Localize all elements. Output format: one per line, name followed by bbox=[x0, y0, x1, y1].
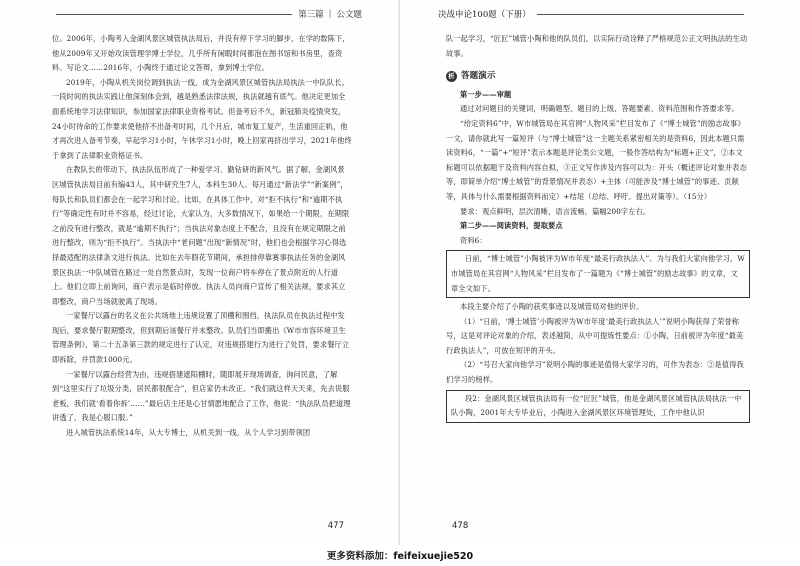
header-rule bbox=[56, 14, 292, 15]
material-box bbox=[446, 250, 750, 298]
step1-title: 第一步——审题 bbox=[460, 89, 512, 99]
left-paragraph: 在教队长的带动下，执法队伍形成了一种爱学习、勤钻研的新风气。据了解，金湖风景区城管执法局目前有编43人，其中研究生7人，本科生30人。每月通过“新法学”“新案例”，每队长和队员们都会在一起学习和讨论。比如，在具体工作中，对“拒不执行”和“逾期不执行”等确定性有时并不容易，经过讨论，大家认为，大多数情况下，如果给一个期限，在期限之前没有进行整改，就是“逾期不执行”；当执法对象态度上不配合，且没有在规定期限之前进行整改，则为“拒不执行”。当执法中“老问题”出现“新情况”时，他们也会根据学习心得选择最适配的法律条文进行执法。比如在去年假花节期间，承担排停靠赛事执法任务的金湖风景区执法一中队城管在路过一处自然景点时，发现一位商户将车停在了景点附近的人行道上。他们立即上前询问，商户表示是临时停放。执法人员向商户宣传了相关法规，要求其立即整改，商户当场就驶离了现场。 bbox=[52, 165, 350, 306]
step2-title: 第二步——阅读资料，提取要点 bbox=[460, 221, 563, 231]
header-book-title: 决战申论100题（下册） bbox=[438, 10, 531, 20]
header-rule bbox=[537, 14, 744, 15]
left-paragraph: 位。2006年，小陶考入金湖风景区城管执法局后，并没有停下学习的脚步，在学的数陈下，他从2009年又开始攻读管理学博士学位，几乎所有闲暇时间都泡在图书馆和书房里，查资料、写论文……2016年，小陶终于通过论文答辩，拿到博士学位。 bbox=[52, 34, 350, 73]
left-page-header bbox=[50, 8, 362, 20]
right-page-header bbox=[438, 8, 750, 20]
answer-demo-icon: 析 bbox=[446, 71, 457, 82]
left-paragraph: 一家餐厅以露台经营为由，违规搭建遮阳棚时，随即展开现场调查，询问民意，了解到“这里实行了垃圾分类，居民都很配合”，但店家仍未改正。“我们就这样天天来，先去说服老板，我们就‘看着你拆’……”最后店主还是心甘情愿地配合了工作，他说：“执法队员把道理讲透了，我是心服口服。” bbox=[52, 369, 351, 423]
header-section: 公文题 bbox=[336, 10, 362, 20]
left-page-number: 477 bbox=[327, 521, 344, 531]
step1-paragraph: 要求：观点鲜明，层次清晰，语言流畅，篇幅200字左右。 bbox=[460, 206, 651, 216]
step1-paragraph: 通过对问题目的关键词，明确题型、题目的上级、答题要素、资料范围和作答要求等。 bbox=[460, 104, 739, 114]
header-chapter: 第三篇 bbox=[298, 10, 324, 20]
left-paragraph: 2019年，小陶从机关岗位调到执法一线，成为金湖风景区城管执法局执法一中队队长。一段时间的执法实践让他深刻体会到，越是熟悉法律法规，执法就越有底气。他决定更加全面系统地学习法律知识，参加国家法律职业资格考试。但备考后不久，新冠肺炎疫情突发，24小时待命的工作要求使他挤不出备考时间，几个月后，城市复工复产，生活重回正轨，他才再次进入备考节奏，早起学习1小时，午休学习1小时，晚上回家再挤出学习，2021年他终于拿到了法律职业资格证书。 bbox=[52, 77, 352, 160]
right-page-number: 478 bbox=[452, 521, 469, 531]
analysis-paragraph: 本段主要介绍了小陶的获奖事迹以及城管局对他的评价。 bbox=[460, 302, 644, 312]
section-title-text: 答题演示 bbox=[461, 71, 496, 82]
analysis-paragraph: 段2：金湖风景区城管执法局有一位“匠匠”城管，他是金湖风景区城管执法局执法一中队小陶，2001年大专毕业后，小陶进入金湖风景区环境管理处，工作中他认识 bbox=[451, 393, 742, 418]
material-label: 资料6： bbox=[460, 235, 487, 245]
intro-paragraph: 队一起学习，“匠匠”城管小陶和他的队员们，以实际行动诠释了严格规范公正文明执法的生动故事。 bbox=[446, 34, 748, 58]
step1-paragraph: “给定资料6”中，W市城管局在其官网“人物风采”栏目发布了《“博士城管”的励志故事》一文，请你就此写一篇短评（与“博士城管”这一主题关系紧密相关的是资料6，因此本题只需读资料6，“一篇”+“短评”表示本题是评论类公文题，一般作答结构为“标题+正文”，②本文标题可以依据题干及资料内容自拟，③正文写作涉及内容可以为：开头（概述评论对象并表态等，即简单介绍“博士城管”的背景情况并表态）+主体（可能涉及“博士城管”的事迹、贡献等，具体与什么需要根据资料而定）+结尾（总结、呼吁、提出对策等）。（15分） bbox=[446, 118, 747, 201]
footer-contact-note: 更多资料添加：feifeixuejie520 bbox=[326, 551, 474, 562]
material-box bbox=[446, 390, 750, 423]
right-page bbox=[400, 0, 800, 545]
left-page-body bbox=[52, 32, 352, 441]
analysis-paragraph: （2）“号召大家向他学习”说明小陶的事迹是值得大家学习的，可作为表态：②是值得我们学习的榜样。 bbox=[446, 360, 744, 385]
material-paragraph: 日前，“博士城管”小陶被评为W市年度“最美行政执法人”。为与我们大家向他学习，W市城管局在其官网“人物风采”栏目发布了一篇题为《“博士城管”的励志故事》的文章，文章全文如下。 bbox=[451, 254, 745, 293]
left-paragraph: 进入城管执法系统14年，从大专博士，从机关到一线，从个人学习到带领团 bbox=[66, 428, 311, 438]
header-separator: | bbox=[328, 9, 332, 19]
right-page-body bbox=[446, 32, 750, 425]
section-title bbox=[446, 69, 750, 84]
left-page bbox=[0, 0, 400, 545]
analysis-paragraph: （1）“日前，‘博士城管’小陶被评为W市年度‘最美行政执法人’”说明小陶获得了荣誉称号，这是对评论对象的介绍，表述越简，从中可提炼性要点：①小陶，日前被评为年度“最美行政执法人”，可放在短评的开头。 bbox=[446, 316, 744, 355]
left-paragraph: 一家餐厅以露台的名义在公共场地上违规设置了顶棚和围挡，执法队员在执法过程中发现后，要求餐厅限期整改，但到期后该餐厅并未整改。队员们当即搬出《W市市容环境卫生管理条例》，第二十五条第三款的规定进行了认定，对违规搭建行为进行了处罚，要求餐厅立即拆除，并罚款1000元。 bbox=[52, 311, 350, 365]
